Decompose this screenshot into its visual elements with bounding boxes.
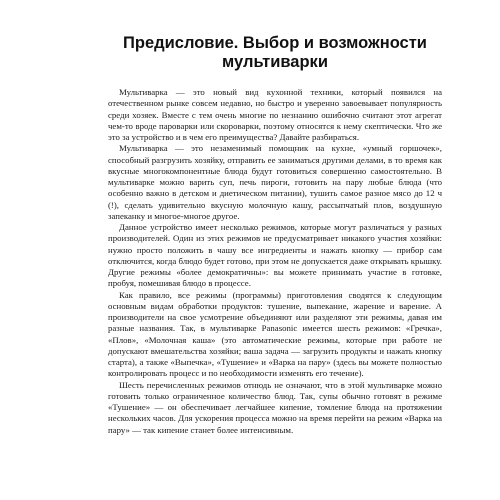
page-title-line-1: Предисловие. Выбор и возможности (123, 34, 427, 52)
paragraph-helper: Мультиварка — это незаменимый помощник на кухне, «умный горшочек», способный разгрузить хозяйку, отправить ее заниматься другими делами, в то время как вкусные многокомпонентные блюда будут готовиться совершенно самостоятельно. В мультиварке можно варить суп, печь пироги, готовить на пару любые блюда (что особенно важно в детском и диетическом питании), тушить самое разное мясо до 12 ч (!), сделать удивительно вкусную молочную кашу, рассыпчатый плов, воздушную запеканку и многое-многое другое. (108, 143, 442, 221)
page-title (108, 34, 442, 72)
paragraph-programs: Как правило, все режимы (программы) приготовления сводятся к следующим основным видам обработки продуктов: тушение, выпекание, жарение и варение. А производители на свое усмотрение объединяют или разделяют эти режимы, давая им разные названия. Так, в мультиварке Panasonic имеется шесть режимов: «Гречка», «Плов», «Молочная каша» (это автоматические режимы, которые при работе не допускают вмешательства хозяйки; ваша задача — загрузить продукты и нажать кнопку старта), а также «Выпечка», «Тушение» и «Варка на пару» (здесь вы можете полностью контролировать процесс и по необходимости изменять его течение). (108, 289, 442, 379)
paragraph-six-modes: Шесть перечисленных режимов отнюдь не означают, что в этой мультиварке можно готовить только ограниченное количество блюд. Так, супы обычно готовят в режиме «Тушение» — он обеспечивает легчайшее кипение, томление блюда на протяжении нескольких часов. Для ускорения процесса можно на время перейти на режим «Варка на пару» — так кипение станет более интенсивным. (108, 379, 442, 435)
page-title-line-2: мультиварки (222, 53, 328, 71)
paragraph-modes: Данное устройство имеет несколько режимов, которые могут различаться у разных производителей. Один из этих режимов не предусматривает никакого участия хозяйки: нужно просто положить в чашу все ингредиенты и нажать кнопку — прибор сам отключится, когда блюдо будет готово, при этом не допускается даже открывать крышку. Другие режимы «более демократичны»: вы можете принимать участие в готовке, пробуя, помешивая блюдо в процессе. (108, 222, 442, 289)
paragraph-intro: Мультиварка — это новый вид кухонной техники, который появился на отечественном рынке совсем недавно, но быстро и уверенно завоевывает популярность среди хозяек. Вместе с тем очень многие по незнанию ошибочно считают этот агрегат чем-то вроде пароварки или скороварки, поэтому относятся к нему скептически. Что же это за устройство и в чем его преимущества? Давайте разбираться. (108, 87, 442, 142)
